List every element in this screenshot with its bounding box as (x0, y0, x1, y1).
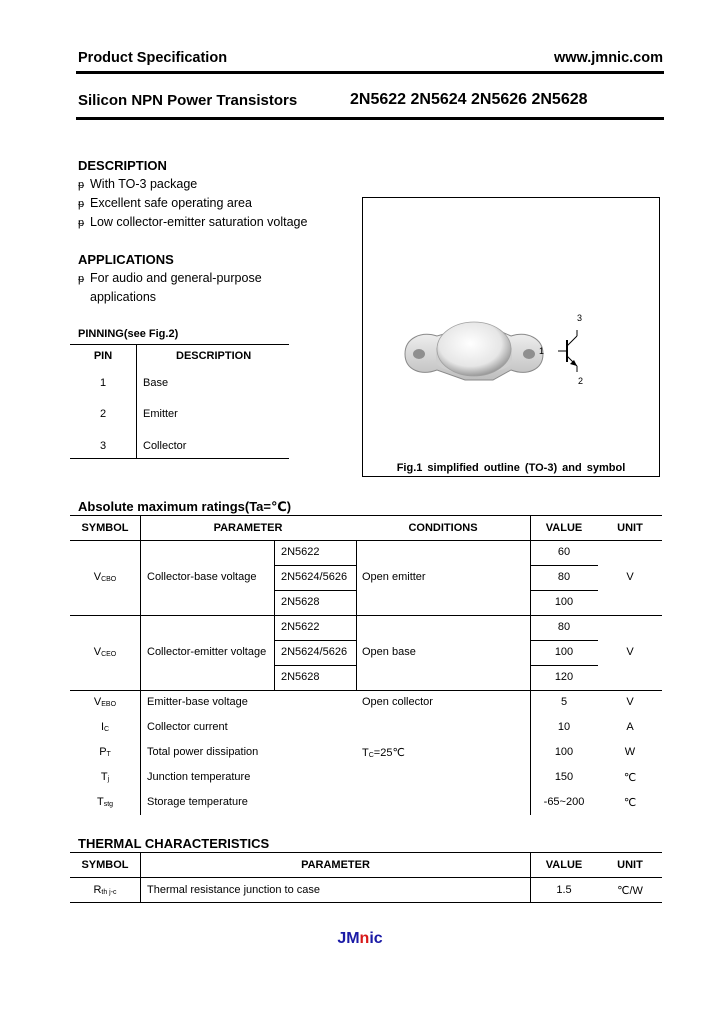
pin-number: 2 (99, 408, 107, 420)
jmnic-logo: JMnic (337, 930, 383, 947)
abs-subrule (530, 590, 598, 591)
abs-group-rule (70, 690, 662, 691)
part-cell: 2N5624/5626 (281, 571, 348, 583)
part-numbers: 2N5622 2N5624 2N5626 2N5628 (350, 91, 588, 108)
abs-header-symbol: SYMBOL (81, 522, 129, 534)
thermal-bottom-rule (70, 902, 662, 903)
unit-vcbo: V (626, 571, 634, 583)
bullet-icon: ᵽ (78, 179, 85, 191)
pin-number: 3 (99, 440, 107, 452)
product-line: Silicon NPN Power Transistors (78, 92, 298, 109)
symbol-ic: IC (100, 721, 110, 733)
figure-box (362, 197, 660, 477)
value-cell: 120 (554, 671, 574, 683)
param-tj: Junction temperature (147, 771, 251, 783)
symbol-vceo: VCEO (93, 646, 117, 658)
bullet-icon: ᵽ (78, 198, 85, 210)
abs-header-unit: UNIT (617, 522, 643, 534)
unit-tstg: ℃ (623, 797, 637, 809)
param-tstg: Storage temperature (147, 796, 248, 808)
description-item-2: ᵽ Excellent safe operating area (78, 196, 252, 210)
param-vceo: Collector-emitter voltage (147, 646, 267, 658)
figure-caption: Fig.1 simplified outline (TO-3) and symbol (396, 462, 626, 474)
value-pt: 100 (554, 746, 574, 758)
symbol-pin-2: 2 (578, 376, 584, 386)
abs-divider-symbol (140, 515, 141, 815)
pin-description: Base (143, 377, 169, 389)
abs-max-top-rule (70, 515, 662, 516)
abs-subrule (530, 565, 598, 566)
abs-header-parameter: PARAMETER (213, 522, 283, 534)
description-item-1: ᵽ With TO-3 package (78, 177, 198, 191)
thermal-header-value: VALUE (545, 859, 583, 871)
value-tstg: -65~200 (543, 796, 585, 808)
symbol-vebo: VEBO (93, 696, 117, 708)
symbol-pin-3: 3 (577, 313, 583, 323)
symbol-tstg: Tstg (96, 796, 114, 808)
pin-description: Collector (143, 440, 187, 452)
abs-subrule (274, 665, 356, 666)
thermal-header-rule (70, 877, 662, 878)
description-item-3: ᵽ Low collector-emitter saturation voltage (78, 215, 308, 229)
value-cell: 100 (554, 646, 574, 658)
value-cell: 100 (554, 596, 574, 608)
applications-item-cont: applications (90, 290, 157, 304)
pinning-header-pin: PIN (93, 350, 113, 362)
applications-item: ᵽ For audio and general-purpose (78, 271, 262, 285)
value-rth: 1.5 (556, 884, 572, 896)
part-cell: 2N5622 (281, 546, 320, 558)
value-tj: 150 (554, 771, 574, 783)
part-cell: 2N5628 (281, 596, 320, 608)
abs-subrule (274, 640, 356, 641)
symbol-pt: PT (99, 746, 111, 758)
unit-rth: ℃/W (617, 885, 643, 897)
symbol-vcbo: VCBO (93, 571, 117, 583)
param-ic: Collector current (147, 721, 228, 733)
cond-vebo: Open collector (362, 696, 433, 708)
header-title: Product Specification (78, 50, 228, 66)
header-rule (76, 71, 664, 74)
unit-tj: ℃ (623, 772, 637, 784)
part-cell: 2N5628 (281, 671, 320, 683)
thermal-title: THERMAL CHARACTERISTICS (78, 836, 270, 851)
param-rth: Thermal resistance junction to case (147, 884, 321, 896)
abs-header-rule (70, 540, 662, 541)
cond-vceo: Open base (362, 646, 416, 658)
value-vebo: 5 (560, 696, 568, 708)
title-rule (76, 117, 664, 120)
to3-package-image (363, 198, 659, 476)
value-cell: 80 (557, 571, 571, 583)
description-title: DESCRIPTION (78, 158, 167, 173)
abs-subrule (530, 665, 598, 666)
cond-pt: TC=25℃ (362, 747, 405, 759)
thermal-header-parameter: PARAMETER (301, 859, 370, 871)
abs-group-rule (70, 615, 662, 616)
bullet-icon: ᵽ (78, 273, 85, 285)
abs-subrule (274, 565, 356, 566)
thermal-header-symbol: SYMBOL (81, 859, 129, 871)
abs-subrule (530, 640, 598, 641)
symbol-pin-1: 1 (539, 346, 545, 356)
pin-description: Emitter (143, 408, 178, 420)
unit-vceo: V (626, 646, 634, 658)
param-pt: Total power dissipation (147, 746, 259, 758)
value-cell: 80 (557, 621, 571, 633)
abs-header-conditions: CONDITIONS (408, 522, 478, 534)
param-vebo: Emitter-base voltage (147, 696, 248, 708)
symbol-tj: Tj (100, 771, 110, 783)
symbol-rth: Rth j-c (93, 884, 117, 896)
bullet-icon: ᵽ (78, 217, 85, 229)
pinning-col-divider (136, 344, 137, 458)
abs-subrule (274, 590, 356, 591)
pin-number: 1 (99, 377, 107, 389)
unit-vebo: V (626, 696, 634, 708)
value-ic: 10 (557, 721, 571, 733)
param-vcbo: Collector-base voltage (147, 571, 257, 583)
abs-max-title: Absolute maximum ratings(Ta=℃) (78, 499, 292, 514)
part-cell: 2N5622 (281, 621, 320, 633)
part-cell: 2N5624/5626 (281, 646, 348, 658)
applications-title: APPLICATIONS (78, 252, 174, 267)
thermal-header-unit: UNIT (617, 859, 643, 871)
cond-vcbo: Open emitter (362, 571, 426, 583)
abs-header-value: VALUE (545, 522, 583, 534)
unit-pt: W (624, 746, 636, 758)
value-cell: 60 (557, 546, 571, 558)
pinning-bottom-rule (70, 458, 289, 459)
pinning-header-desc: DESCRIPTION (176, 350, 252, 362)
pinning-top-rule (70, 344, 289, 345)
unit-ic: A (626, 721, 634, 733)
thermal-top-rule (70, 852, 662, 853)
pinning-title: PINNING(see Fig.2) (78, 328, 179, 340)
header-website: www.jmnic.com (553, 50, 663, 66)
